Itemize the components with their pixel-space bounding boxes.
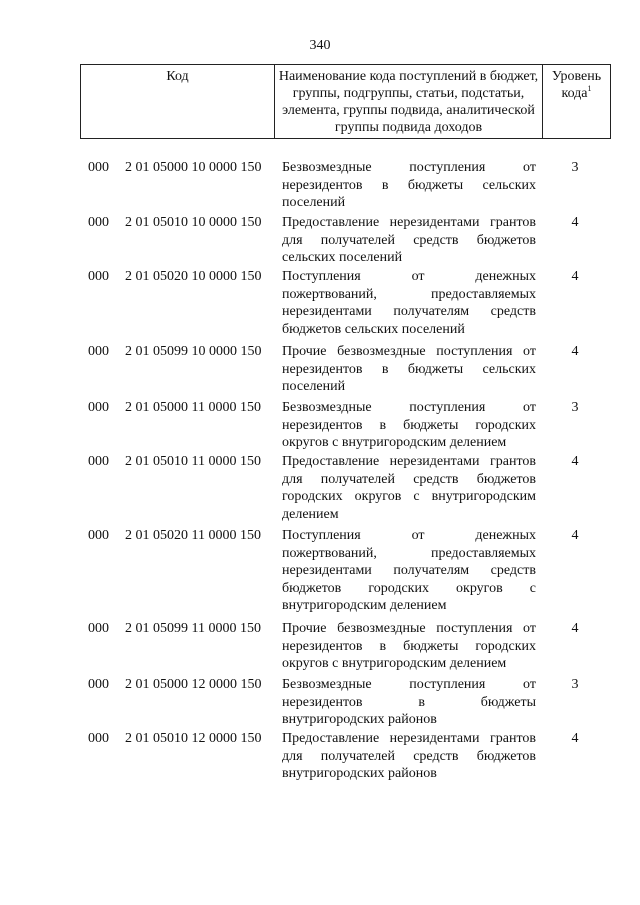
admin-code: 000 <box>88 528 109 543</box>
row-level: 4 <box>571 454 579 469</box>
admin-code: 000 <box>88 269 109 284</box>
row-name: Прочие безвозмездные поступления от нерезидентов в бюджеты городских округов с внутригородским делением <box>282 621 536 671</box>
page-number: 340 <box>309 38 331 53</box>
row-level: 4 <box>571 528 579 543</box>
header-name: Наименование кода поступлений в бюджет, группы, подгруппы, статьи, подстатьи, элемента, группы подвида, аналитической группы подвида доходов <box>275 65 543 138</box>
row-name: Предоставление нерезидентами грантов для получателей средств бюджетов внутригородских районов <box>282 731 536 781</box>
admin-code: 000 <box>88 344 109 359</box>
budget-code: 2 01 05099 10 0000 150 <box>125 344 262 359</box>
budget-code: 2 01 05010 11 0000 150 <box>125 454 261 469</box>
row-name: Безвозмездные поступления от нерезидентов в бюджеты сельских поселений <box>282 160 536 210</box>
row-name: Безвозмездные поступления от нерезидентов в бюджеты городских округов с внутригородским делением <box>282 400 536 450</box>
budget-code: 2 01 05099 11 0000 150 <box>125 621 261 636</box>
budget-code: 2 01 05020 10 0000 150 <box>125 269 262 284</box>
admin-code: 000 <box>88 731 109 746</box>
row-level: 3 <box>571 160 579 175</box>
row-level: 4 <box>571 344 579 359</box>
budget-code: 2 01 05010 10 0000 150 <box>125 215 262 230</box>
header-code: Код <box>81 65 275 138</box>
admin-code: 000 <box>88 400 109 415</box>
row-name: Поступления от денежных пожертвований, предоставляемых нерезидентами получателям средств бюджетов сельских поселений <box>282 269 536 337</box>
budget-code: 2 01 05000 12 0000 150 <box>125 677 262 692</box>
admin-code: 000 <box>88 621 109 636</box>
row-name: Предоставление нерезидентами грантов для получателей средств бюджетов городских округов с внутригородским делением <box>282 454 536 522</box>
row-name: Прочие безвозмездные поступления от нерезидентов в бюджеты сельских поселений <box>282 344 536 394</box>
row-level: 4 <box>571 269 579 284</box>
row-level: 4 <box>571 731 579 746</box>
budget-code: 2 01 05000 10 0000 150 <box>125 160 262 175</box>
budget-code: 2 01 05010 12 0000 150 <box>125 731 262 746</box>
row-level: 3 <box>571 677 579 692</box>
admin-code: 000 <box>88 677 109 692</box>
row-name: Предоставление нерезидентами грантов для получателей средств бюджетов сельских поселений <box>282 215 536 265</box>
admin-code: 000 <box>88 160 109 175</box>
admin-code: 000 <box>88 215 109 230</box>
row-level: 3 <box>571 400 579 415</box>
row-name: Поступления от денежных пожертвований, предоставляемых нерезидентами получателям средств бюджетов городских округов с внутригородским делением <box>282 528 536 613</box>
row-name: Безвозмездные поступления от нерезидентов в бюджеты внутригородских районов <box>282 677 536 727</box>
budget-code: 2 01 05000 11 0000 150 <box>125 400 261 415</box>
admin-code: 000 <box>88 454 109 469</box>
row-level: 4 <box>571 621 579 636</box>
row-level: 4 <box>571 215 579 230</box>
header-level-footnote: 1 <box>587 84 592 93</box>
table-header <box>80 64 611 139</box>
budget-code: 2 01 05020 11 0000 150 <box>125 528 261 543</box>
header-level-label: Уровень кода <box>551 69 602 101</box>
header-level <box>543 65 610 138</box>
